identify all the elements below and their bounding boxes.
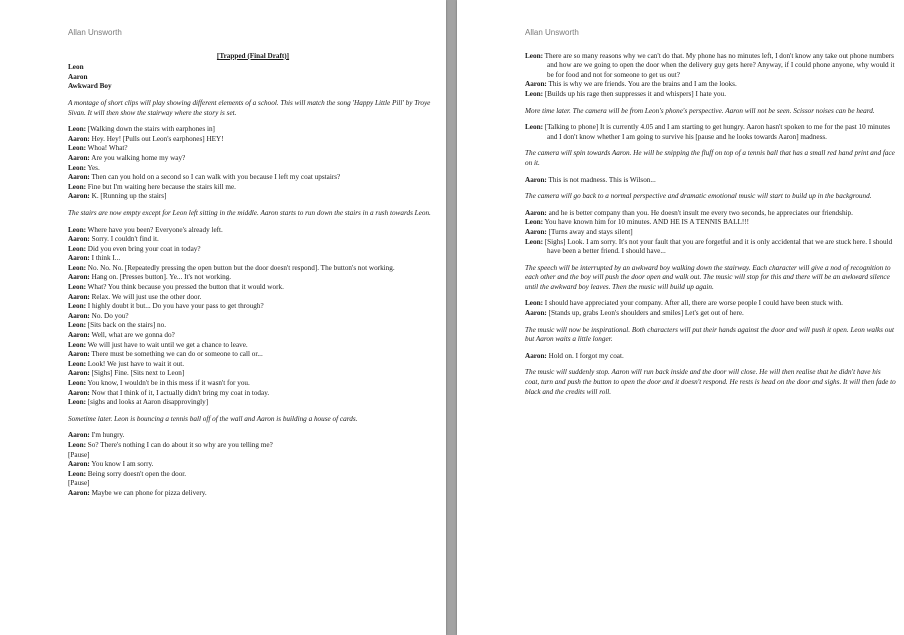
dialogue-text: You have known him for 10 minutes. AND HE IS A TENNIS BALL!!!: [544, 218, 750, 227]
paragraph-gap: [525, 116, 896, 123]
dialogue-line: [525, 80, 896, 90]
dialogue-text: I highly doubt it but... Do you have your pass to get through?: [87, 302, 264, 311]
dialogue-line: [68, 235, 438, 245]
dialogue-text: What? You think because you pressed the button that it would work.: [87, 283, 284, 292]
dialogue-text: This is not madness. This is Wilson...: [548, 175, 656, 184]
dialogue-text: So? There's nothing I can do about it so why are you telling me?: [87, 440, 273, 449]
dialogue-line: [68, 164, 438, 174]
speaker-name: Leon:: [525, 89, 543, 98]
dialogue-line: [68, 125, 438, 135]
dialogue-text: Hang on. [Presses button]. Ye... It's not working.: [91, 273, 232, 282]
dialogue-text: Whoa! What?: [87, 144, 128, 153]
cast-member: Leon: [68, 63, 84, 72]
speaker-name: Aaron:: [68, 488, 90, 497]
dialogue-line: [68, 398, 438, 408]
speaker-name: Aaron:: [525, 309, 547, 318]
page-1: [0, 0, 446, 635]
speaker-name: Leon:: [68, 144, 86, 153]
dialogue-text: Are you walking home my way?: [91, 153, 186, 162]
dialogue-text: We will just have to wait until we get a chance to leave.: [87, 340, 248, 349]
script-title: [Trapped (Final Draft)]: [216, 51, 290, 60]
dialogue-line: [525, 228, 896, 238]
speaker-name: Leon:: [68, 469, 86, 478]
paragraph-gap: [68, 202, 438, 209]
dialogue-text: [Sits back on the stairs] no.: [87, 321, 167, 330]
dialogue-text: Hey. Hey! [Pulls out Leon's earphones] HEY!: [91, 134, 224, 143]
dialogue-line: [68, 341, 438, 351]
speaker-name: Aaron:: [68, 388, 90, 397]
dialogue-text: Fine but I'm waiting here because the stairs kill me.: [87, 182, 236, 191]
stage-direction: The camera will go back to a normal perspective and dramatic emotional music will start to build up in the background.: [525, 192, 872, 201]
speaker-name: Leon:: [68, 398, 86, 407]
dialogue-line: [68, 441, 438, 451]
dialogue-line: [68, 226, 438, 236]
dialogue-text: [Walking down the stairs with earphones in]: [87, 125, 215, 134]
dialogue-text: [Sighs] Fine. [Sits next to Leon]: [91, 369, 185, 378]
dialogue-text: [Stands up, grabs Leon's shoulders and smiles] Let's get out of here.: [548, 309, 744, 318]
dialogue-text: Sorry. I couldn't find it.: [91, 235, 159, 244]
speaker-name: Leon:: [68, 182, 86, 191]
speaker-name: Aaron:: [68, 153, 90, 162]
dialogue-text: [Sighs] Look. I am sorry. It's not your fault that you are forgetful and it is only accidental that we are stuck here. I should have been a better friend. I should have...: [544, 237, 893, 256]
dialogue-line: [68, 293, 438, 303]
stage-direction: The music will suddenly stop. Aaron will run back inside and the door will close. He will then realise that he didn't have his coat, turn and push the button to open the door and it doesn't respond. He rests is head on the door and sighs. It will then fade to black and the credits will roll.: [525, 368, 896, 396]
dialogue-line: [68, 144, 438, 154]
paragraph-gap: [525, 319, 896, 326]
speaker-name: Aaron:: [68, 235, 90, 244]
dialogue-text: Maybe we can phone for pizza delivery.: [91, 488, 207, 497]
speaker-name: Aaron:: [68, 369, 90, 378]
speaker-name: Aaron:: [68, 460, 90, 469]
page-2: [457, 0, 904, 635]
dialogue-line: [68, 173, 438, 183]
script-body-right: [525, 52, 896, 398]
speaker-name: Aaron:: [68, 254, 90, 263]
paragraph-gap: [525, 292, 896, 299]
dialogue-line: [68, 254, 438, 264]
dialogue-line: [68, 245, 438, 255]
dialogue-line: [68, 431, 438, 441]
dialogue-text: No. No. No. [Repeatedly pressing the open button but the door doesn't respond]. The button's not working.: [87, 263, 395, 272]
dialogue-text: I think I...: [91, 254, 121, 263]
dialogue-line: [525, 176, 896, 186]
stage-direction: Sometime later. Leon is bouncing a tennis ball off of the wall and Aaron is building a house of cards.: [68, 414, 358, 423]
speaker-name: Leon:: [525, 218, 543, 227]
dialogue-text: I'm hungry.: [91, 431, 125, 440]
dialogue-text: [Builds up his rage then suppresses it and whispers] I hate you.: [544, 89, 727, 98]
dialogue-text: Being sorry doesn't open the door.: [87, 469, 187, 478]
page-1-header: Allan Unsworth: [68, 28, 122, 37]
paragraph-gap: [525, 169, 896, 176]
dialogue-text: This is why we are friends. You are the brains and I am the looks.: [548, 80, 737, 89]
dialogue-line: [68, 183, 438, 193]
stage-direction: More time later. The camera will be from Leon's phone's perspective. Aaron will not be seen. Scissor noises can be heard.: [525, 106, 875, 115]
speaker-name: Aaron:: [68, 431, 90, 440]
paragraph-gap: [525, 361, 896, 368]
speaker-name: Aaron:: [525, 208, 547, 217]
cast-member: Awkward Boy: [68, 82, 112, 91]
page-2-content: [525, 28, 896, 397]
speaker-name: Leon:: [68, 244, 86, 253]
speaker-name: Leon:: [68, 125, 86, 134]
speaker-name: Leon:: [68, 321, 86, 330]
speaker-name: Aaron:: [525, 175, 547, 184]
paragraph-gap: [68, 118, 438, 125]
stage-direction: The camera will spin towards Aaron. He will be snipping the fluff on top of a tennis ball that has a small red hand print and face on it.: [525, 149, 895, 167]
dialogue-line: [68, 192, 438, 202]
stage-direction: The speech will be interrupted by an awkward boy walking down the stairway. Each character will give a nod of recognition to each other and the boy will push the door open and walk out. The music will stop for this and there will be an awkward silence until the awkward boy leaves. Then the music will build up again.: [525, 263, 891, 291]
speaker-name: Leon:: [68, 283, 86, 292]
paragraph-gap: [525, 100, 896, 107]
dialogue-line: [68, 154, 438, 164]
dialogue-line: [68, 379, 438, 389]
dialogue-line: [68, 273, 438, 283]
dialogue-line: [68, 283, 438, 293]
stage-direction: The stairs are now empty except for Leon left sitting in the middle. Aaron starts to run down the stairs in a rush towards Leon.: [68, 208, 431, 217]
speaker-name: Leon:: [68, 379, 86, 387]
dialogue-line: [68, 302, 438, 312]
dialogue-text: Now that I think of it, I actually didn't bring my coat in today.: [91, 388, 270, 397]
dialogue-text: [Pause]: [68, 479, 90, 488]
cast-list: [68, 63, 438, 92]
dialogue-line: [68, 460, 438, 470]
page-2-header: Allan Unsworth: [525, 28, 579, 37]
dialogue-text: Did you even bring your coat in today?: [87, 244, 201, 253]
script-body-left: [68, 99, 438, 499]
dialogue-text: [Talking to phone] It is currently 4.05 and I am starting to get hungry. Aaron hasn't spoken to me for the past 10 minutes and I don't know whether I am going to survive his [pause and he looks towards Aaron] madness.: [544, 123, 891, 141]
dialogue-line: [525, 238, 896, 257]
speaker-name: Aaron:: [68, 350, 90, 359]
paragraph-gap: [68, 408, 438, 415]
dialogue-text: I should have appreciated your company. After all, there are worse people I could have been stuck with.: [544, 299, 843, 308]
dialogue-text: [sighs and looks at Aaron disapprovingly]: [87, 398, 209, 407]
dialogue-line: [68, 312, 438, 322]
dialogue-line: [525, 299, 896, 309]
dialogue-text: You know I am sorry.: [91, 460, 154, 469]
dialogue-line: [68, 331, 438, 341]
dialogue-line: [68, 360, 438, 370]
dialogue-line: [525, 209, 896, 219]
speaker-name: Aaron:: [68, 134, 90, 143]
paragraph-gap: [525, 345, 896, 352]
dialogue-text: Hold on. I forgot my coat.: [548, 351, 624, 360]
dialogue-line: [525, 123, 896, 142]
speaker-name: Aaron:: [525, 80, 547, 89]
dialogue-line: [68, 350, 438, 360]
stage-direction: A montage of short clips will play showing different elements of a school. This will match the song 'Happy Little Pill' by Troye Sivan. It will then show the stairway where the story is set.: [68, 98, 431, 117]
speaker-name: Leon:: [68, 225, 86, 234]
page-1-content: [68, 28, 438, 499]
speaker-name: Leon:: [68, 263, 86, 272]
paragraph-gap: [525, 185, 896, 192]
dialogue-text: No. Do you?: [91, 311, 129, 320]
dialogue-line: [68, 489, 438, 499]
speaker-name: Leon:: [525, 237, 543, 246]
dialogue-text: Relax. We will just use the other door.: [91, 292, 202, 301]
dialogue-text: Where have you been? Everyone's already left.: [87, 225, 223, 234]
speaker-name: Leon:: [525, 51, 543, 60]
dialogue-text: Then can you hold on a second so I can walk with you because I left my coat upstairs?: [91, 173, 341, 182]
dialogue-text: Well, what are we gonna do?: [91, 331, 175, 340]
dialogue-line: [68, 369, 438, 379]
speaker-name: Aaron:: [525, 227, 547, 236]
dialogue-line: [68, 264, 438, 274]
dialogue-text: [Turns away and stays silent]: [548, 227, 633, 236]
dialogue-line: [68, 135, 438, 145]
cast-member: Aaron: [68, 72, 88, 81]
speaker-name: Leon:: [68, 340, 86, 349]
dialogue-text: You know, I wouldn't be in this mess if it wasn't for you.: [87, 379, 250, 387]
speaker-name: Aaron:: [68, 292, 90, 301]
stage-direction: The music will now be inspirational. Both characters will put their hands against the door and will push it open. Leon walks out but Aaron waits a little longer.: [525, 325, 894, 344]
paragraph-gap: [525, 257, 896, 264]
dialogue-line: [68, 470, 438, 480]
speaker-name: Leon:: [68, 302, 86, 311]
speaker-name: Aaron:: [68, 173, 90, 182]
dialogue-line: [68, 451, 438, 461]
speaker-name: Aaron:: [68, 192, 90, 201]
speaker-name: Leon:: [525, 299, 543, 308]
paragraph-gap: [525, 142, 896, 149]
speaker-name: Leon:: [68, 440, 86, 449]
paragraph-gap: [525, 202, 896, 209]
dialogue-text: and he is better company than you. He doesn't insult me every two seconds, he appreciates our friendship.: [548, 208, 853, 217]
paragraph-gap: [68, 219, 438, 226]
dialogue-line: [68, 321, 438, 331]
dialogue-text: There are so many reasons why we can't do that. My phone has no minutes left, I don't know any take out phone numbers and how are we going to open the door when the delivery guy gets here? Anyway, if I could phone anyone, why would it be for food and not for someone to get us out?: [544, 51, 895, 79]
dialogue-text: There must be something we can do or someone to call or...: [91, 350, 263, 359]
speaker-name: Aaron:: [68, 311, 90, 320]
dialogue-text: [Pause]: [68, 450, 90, 459]
speaker-name: Aaron:: [525, 351, 547, 360]
speaker-name: Leon:: [68, 359, 86, 368]
dialogue-text: Look! We just have to wait it out.: [87, 359, 185, 368]
dialogue-line: [68, 389, 438, 399]
dialogue-line: [525, 90, 896, 100]
speaker-name: Leon:: [525, 123, 543, 132]
dialogue-line: [525, 52, 896, 81]
dialogue-line: [525, 218, 896, 228]
dialogue-line: [525, 309, 896, 319]
dialogue-text: Yes.: [87, 163, 100, 172]
speaker-name: Leon:: [68, 163, 86, 172]
dialogue-line: [525, 352, 896, 362]
dialogue-line: [68, 479, 438, 489]
speaker-name: Aaron:: [68, 331, 90, 340]
paragraph-gap: [68, 424, 438, 431]
dialogue-text: K. [Running up the stairs]: [91, 192, 167, 201]
speaker-name: Aaron:: [68, 273, 90, 282]
